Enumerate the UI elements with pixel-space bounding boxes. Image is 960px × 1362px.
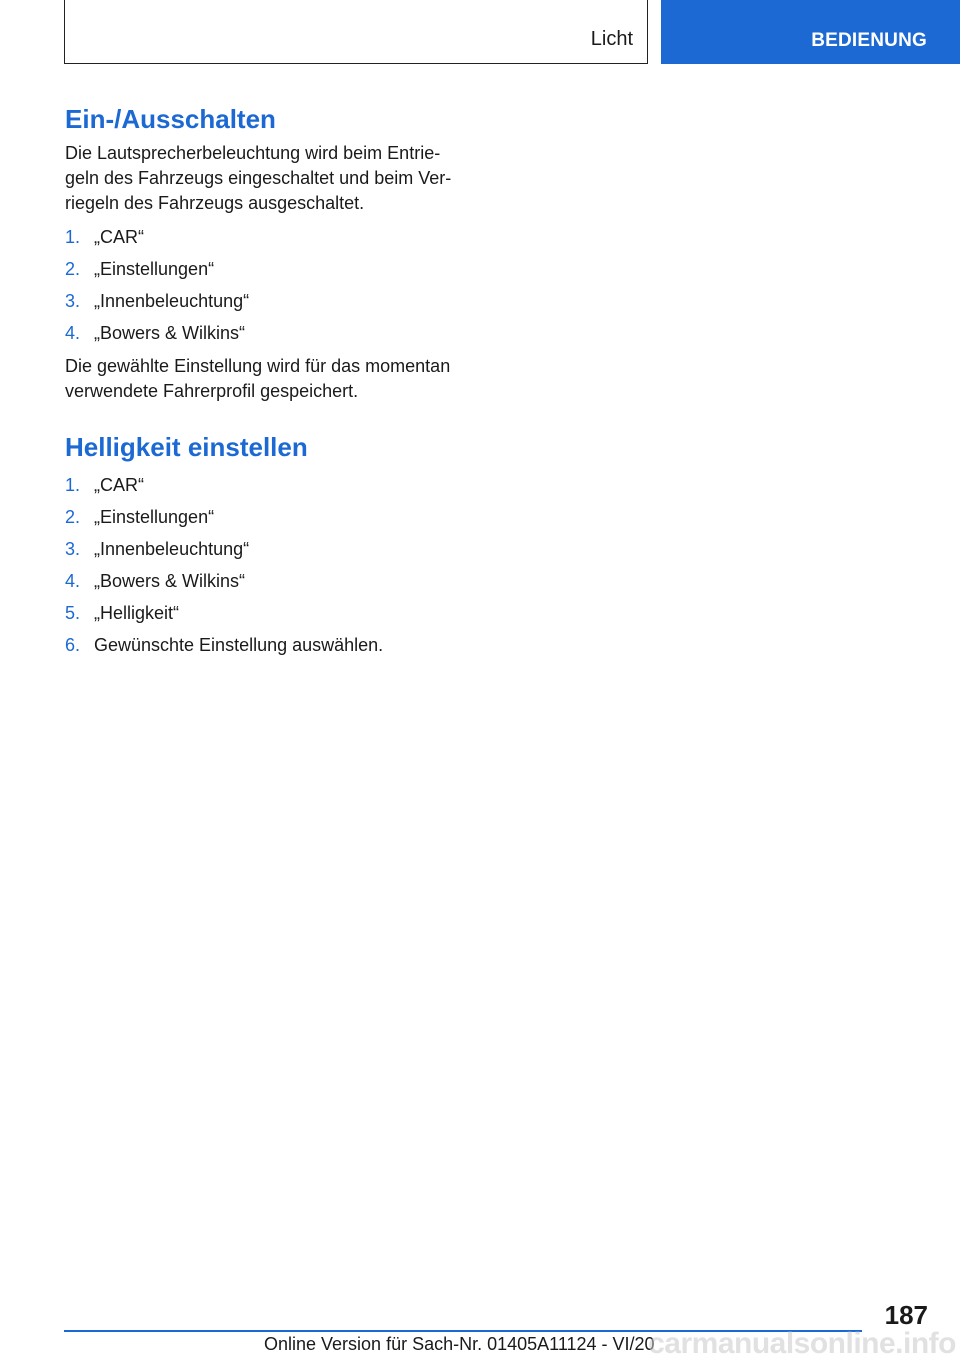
step-text: „Innenbeleuchtung“ <box>94 539 250 559</box>
step-number: 3. <box>65 539 81 559</box>
list-item <box>65 225 485 257</box>
step-number: 1. <box>65 227 81 247</box>
list-item <box>65 537 485 569</box>
section-tab <box>661 0 960 64</box>
step-text: „CAR“ <box>94 475 144 495</box>
list-item <box>65 257 485 289</box>
step-text: „Bowers & Wilkins“ <box>94 323 246 343</box>
step-number: 1. <box>65 475 81 495</box>
step-number: 4. <box>65 571 81 591</box>
step-number: 3. <box>65 291 81 311</box>
intro-line: geln des Fahrzeugs eingeschaltet und beim Ver- <box>65 168 452 188</box>
list-item <box>65 289 485 321</box>
heading-ein-ausschalten: Ein-/Ausschalten <box>65 104 276 134</box>
watermark: carmanualsonline.info <box>648 1327 956 1360</box>
step-number: 4. <box>65 323 81 343</box>
page-number: 187 <box>884 1300 928 1330</box>
step-text: „Bowers & Wilkins“ <box>94 571 246 591</box>
step-text: „Helligkeit“ <box>94 603 180 623</box>
list-item <box>65 633 485 660</box>
step-number: 5. <box>65 603 81 623</box>
intro-line: Die Lautsprecherbeleuchtung wird beim Entrie- <box>65 143 441 163</box>
step-text: „Innenbeleuchtung“ <box>94 291 250 311</box>
heading-helligkeit: Helligkeit einstellen <box>65 432 308 462</box>
step-text: Gewünschte Einstellung auswählen. <box>94 635 384 655</box>
step-text: „Einstellungen“ <box>94 507 215 527</box>
list-item <box>65 601 485 633</box>
intro-line: riegeln des Fahrzeugs ausgeschaltet. <box>65 193 365 213</box>
profile-note <box>65 354 485 404</box>
list-item <box>65 505 485 537</box>
list-item <box>65 569 485 601</box>
header-chapter-box <box>64 0 648 64</box>
list-item <box>65 321 485 348</box>
step-text: „CAR“ <box>94 227 144 247</box>
step-text: „Einstellungen“ <box>94 259 215 279</box>
page-content <box>65 102 485 666</box>
note-line: Die gewählte Einstellung wird für das momentan <box>65 356 451 376</box>
intro-paragraph <box>65 141 485 216</box>
list-item <box>65 473 485 505</box>
note-line: verwendete Fahrerprofil gespeichert. <box>65 381 359 401</box>
online-version-note: Online Version für Sach-Nr. 01405A11124 - VI/20 <box>264 1334 655 1354</box>
step-number: 2. <box>65 259 81 279</box>
section-title: BEDIENUNG <box>811 30 927 51</box>
steps-list-2 <box>65 473 485 660</box>
step-number: 2. <box>65 507 81 527</box>
step-number: 6. <box>65 635 81 655</box>
chapter-title: Licht <box>590 28 633 50</box>
steps-list-1 <box>65 225 485 348</box>
